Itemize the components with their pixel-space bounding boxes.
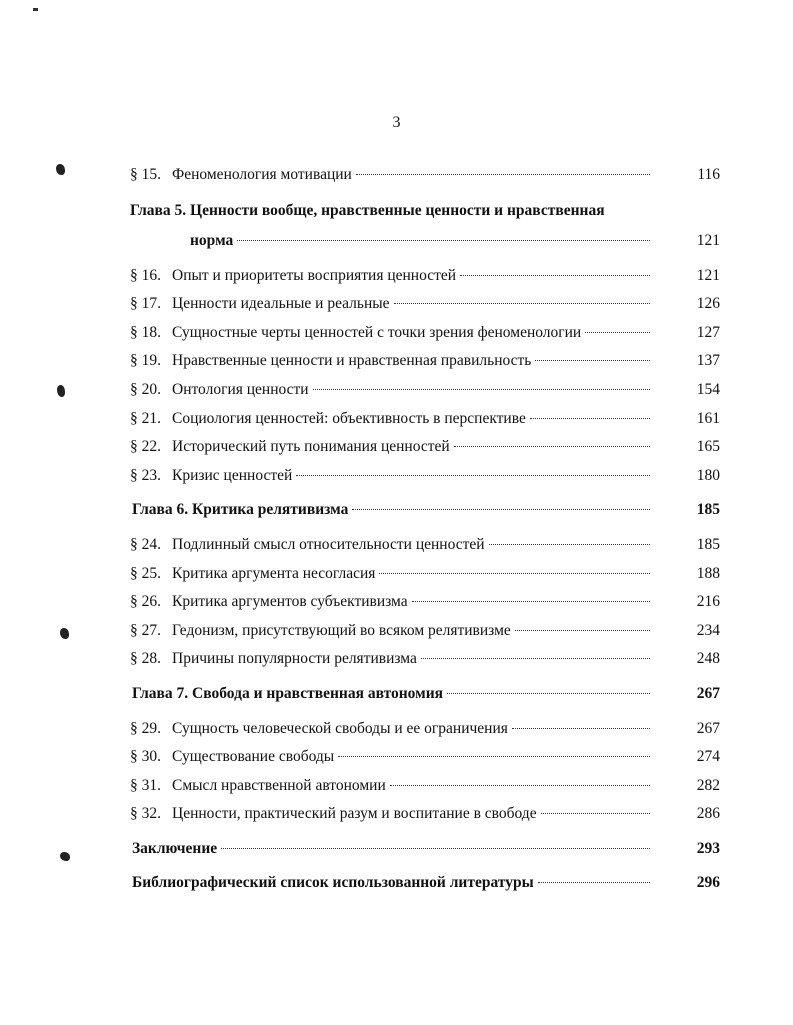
dot-leader [585, 332, 650, 333]
toc-chapter [130, 869, 720, 898]
section-number: § 30. [130, 748, 161, 766]
section-title: Опыт и приоритеты восприятия ценностей [172, 266, 457, 284]
toc-entry [130, 319, 720, 348]
page-ref: 274 [696, 748, 720, 766]
section-number: § 25. [130, 564, 161, 582]
page-ref: 286 [696, 805, 720, 823]
toc-chapter [130, 496, 720, 525]
table-of-contents [130, 161, 720, 904]
chapter-title: Глава 7. Свобода и нравственная автономия [132, 684, 444, 702]
chapter-title-cont: норма [190, 231, 234, 249]
chapter-title: Глава 6. Критика релятивизма [132, 501, 349, 519]
scan-speck [56, 164, 65, 175]
page-ref: 234 [696, 621, 720, 639]
dot-leader [412, 601, 650, 602]
dot-leader [460, 275, 650, 276]
page-ref: 161 [696, 409, 720, 427]
section-title: Ценности, практический разум и воспитание в свободе [172, 805, 537, 823]
page-ref: 137 [696, 352, 720, 370]
section-number: § 15. [130, 166, 161, 183]
page-ref: 267 [696, 684, 720, 702]
section-number: § 19. [130, 352, 161, 370]
page-ref: 248 [696, 650, 720, 668]
section-title: Сущностные черты ценностей с точки зрения феноменологии [172, 323, 582, 341]
dot-leader [237, 240, 650, 241]
section-number: § 17. [130, 295, 161, 313]
page-ref: 296 [696, 874, 720, 892]
page-ref: 185 [696, 501, 720, 519]
section-title: Онтология ценности [172, 380, 309, 398]
dot-leader [379, 573, 650, 574]
section-title: Исторический путь понимания ценностей [172, 438, 450, 456]
toc-entry [130, 588, 720, 617]
page-ref: 126 [696, 295, 720, 313]
scan-speck [60, 628, 69, 639]
dot-leader [512, 728, 650, 729]
dot-leader [489, 544, 650, 545]
toc-entry [130, 560, 720, 589]
toc-entry [130, 347, 720, 376]
toc-entry [130, 715, 720, 744]
section-number: § 26. [130, 593, 161, 611]
section-title: Существование свободы [172, 748, 335, 766]
dot-leader [221, 848, 650, 849]
toc-entry [130, 262, 720, 291]
toc-entry [130, 376, 720, 405]
toc-entry [130, 161, 720, 190]
dot-leader [394, 303, 650, 304]
toc-entry [130, 462, 720, 491]
section-title: Сущность человеческой свободы и ее ограничения [172, 719, 508, 737]
toc-chapter [130, 196, 720, 256]
page-ref: 121 [696, 266, 720, 284]
scan-speck [60, 852, 70, 861]
page-ref: 293 [696, 839, 720, 857]
section-title: Причины популярности релятивизма [172, 650, 417, 668]
dot-leader [515, 630, 650, 631]
chapter-title: Заключение [132, 839, 218, 857]
dot-leader [352, 509, 650, 510]
page-ref: 267 [696, 719, 720, 737]
page-ref: 216 [696, 593, 720, 611]
section-title: Социология ценностей: объективность в перспективе [172, 409, 526, 427]
section-title: Кризис ценностей [172, 466, 293, 484]
section-number: § 22. [130, 438, 161, 456]
chapter-title: Библиографический список использованной литературы [132, 874, 534, 892]
section-title: Нравственные ценности и нравственная правильность [172, 352, 532, 370]
page-ref: 188 [696, 564, 720, 582]
section-number: § 32. [130, 805, 161, 823]
dot-leader [356, 174, 650, 175]
section-title: Гедонизм, присутствующий во всяком релятивизме [172, 621, 511, 639]
section-number: § 23. [130, 466, 161, 484]
scan-speck [57, 385, 65, 397]
dot-leader [538, 882, 650, 883]
section-number: § 28. [130, 650, 161, 668]
section-title: Критика аргумента несогласия [172, 564, 376, 582]
dot-leader [447, 693, 650, 694]
section-title: Феноменология мотивации [172, 166, 352, 183]
section-number: § 20. [130, 380, 161, 398]
section-number: § 31. [130, 776, 161, 794]
toc-entry [130, 743, 720, 772]
section-number: § 21. [130, 409, 161, 427]
toc-chapter [130, 680, 720, 709]
page-ref: 165 [696, 438, 720, 456]
section-title: Ценности идеальные и реальные [172, 295, 390, 313]
page-ref: 121 [696, 231, 720, 249]
toc-entry [130, 617, 720, 646]
page-ref: 180 [696, 466, 720, 484]
section-number: § 27. [130, 621, 161, 639]
chapter-title: Глава 5. Ценности вообще, нравственные ценности и нравственная [130, 201, 605, 219]
section-title: Подлинный смысл относительности ценностей [172, 535, 485, 553]
page-ref: 282 [696, 776, 720, 794]
toc-entry [130, 531, 720, 560]
toc-entry [130, 772, 720, 801]
dot-leader [338, 756, 650, 757]
page-ref: 154 [696, 380, 720, 398]
section-title: Критика аргументов субъективизма [172, 593, 408, 611]
toc-entry [130, 405, 720, 434]
section-number: § 29. [130, 719, 161, 737]
page-number: 3 [392, 114, 401, 131]
dot-leader [530, 418, 650, 419]
dot-leader [296, 475, 650, 476]
section-number: § 18. [130, 323, 161, 341]
dot-leader [390, 785, 650, 786]
dot-leader [421, 658, 650, 659]
page-ref: 127 [696, 323, 720, 341]
toc-entry [130, 645, 720, 674]
toc-entry [130, 433, 720, 462]
section-number: § 24. [130, 535, 161, 553]
toc-entry [130, 800, 720, 829]
page-ref: 185 [696, 535, 720, 553]
section-number: § 16. [130, 266, 161, 284]
toc-chapter [130, 835, 720, 864]
section-title: Смысл нравственной автономии [172, 776, 386, 794]
toc-entry [130, 290, 720, 319]
dot-leader [313, 389, 650, 390]
scan-mark [33, 8, 38, 11]
dot-leader [535, 360, 650, 361]
dot-leader [454, 446, 650, 447]
dot-leader [541, 813, 650, 814]
page-ref: 116 [697, 166, 720, 183]
